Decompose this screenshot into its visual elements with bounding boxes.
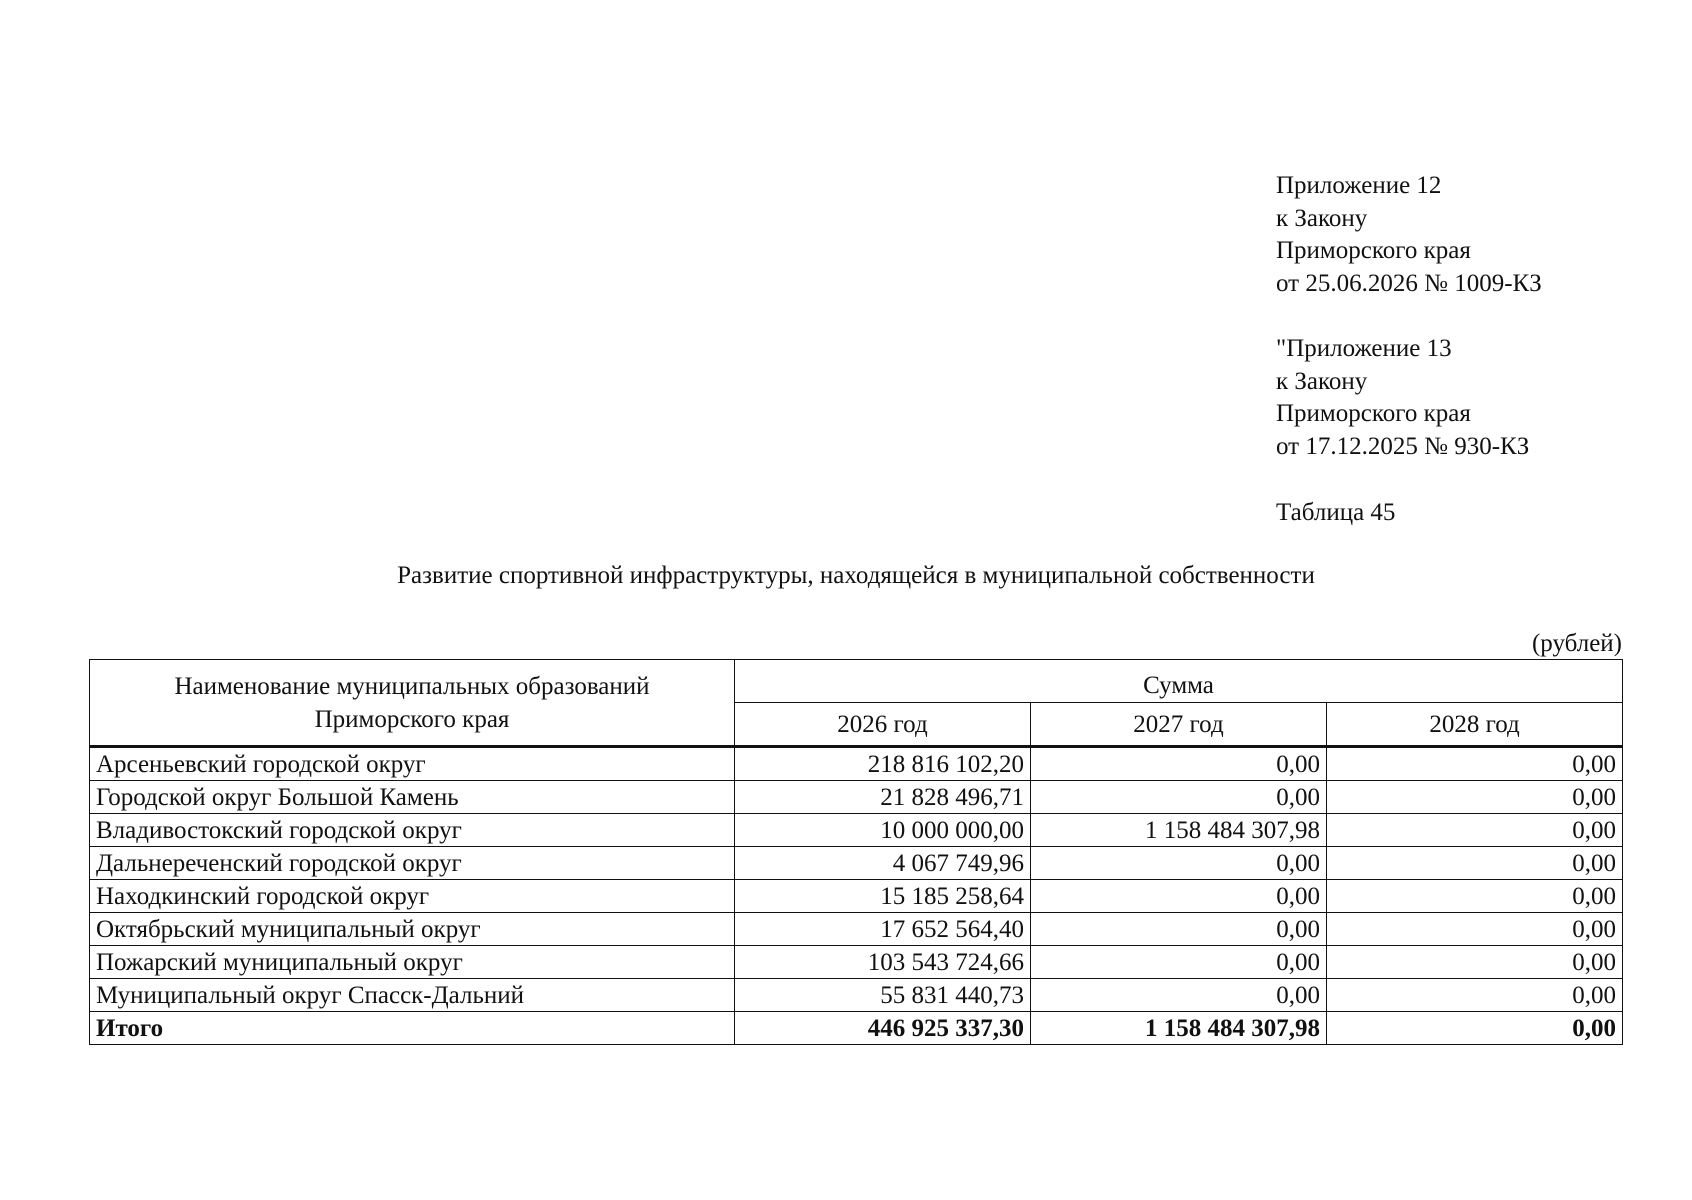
column-header-name-line2: Приморского края bbox=[314, 706, 510, 733]
row-value-2026: 10 000 000,00 bbox=[735, 814, 1031, 847]
total-value-2026: 446 925 337,30 bbox=[735, 1012, 1031, 1045]
units-label: (рублей) bbox=[1531, 630, 1622, 657]
total-value-2028: 0,00 bbox=[1327, 1012, 1623, 1045]
row-name: Арсеньевский городской округ bbox=[90, 747, 735, 781]
row-value-2027: 0,00 bbox=[1031, 913, 1327, 946]
row-value-2026: 103 543 724,66 bbox=[735, 946, 1031, 979]
row-value-2027: 0,00 bbox=[1031, 946, 1327, 979]
document-title: Развитие спортивной инфраструктуры, находящейся в муниципальной собственности bbox=[397, 562, 1315, 589]
appendix-current-line1: Приложение 12 bbox=[1276, 172, 1442, 199]
table-total-row bbox=[90, 1012, 1623, 1045]
table-row bbox=[90, 847, 1623, 880]
row-value-2026: 17 652 564,40 bbox=[735, 913, 1031, 946]
column-header-2028: 2028 год bbox=[1327, 703, 1623, 747]
row-value-2027: 1 158 484 307,98 bbox=[1031, 814, 1327, 847]
table-header-row bbox=[90, 660, 1623, 703]
table-row bbox=[90, 946, 1623, 979]
column-header-name-line1: Наименование муниципальных образований bbox=[174, 673, 650, 700]
row-name: Пожарский муниципальный округ bbox=[90, 946, 735, 979]
table-row bbox=[90, 747, 1623, 781]
row-value-2028: 0,00 bbox=[1327, 814, 1623, 847]
table-row bbox=[90, 979, 1623, 1012]
row-value-2027: 0,00 bbox=[1031, 847, 1327, 880]
appendix-current-line4: от 25.06.2026 № 1009-КЗ bbox=[1276, 269, 1542, 297]
row-value-2026: 218 816 102,20 bbox=[735, 747, 1031, 781]
column-header-2027: 2027 год bbox=[1031, 703, 1327, 747]
row-name: Находкинский городской округ bbox=[90, 880, 735, 913]
row-name: Муниципальный округ Спасск-Дальний bbox=[90, 979, 735, 1012]
appendix-current-line2: к Закону bbox=[1276, 204, 1368, 232]
total-value-2027: 1 158 484 307,98 bbox=[1031, 1012, 1327, 1045]
appendix-current-line3: Приморского края bbox=[1276, 237, 1471, 264]
row-value-2027: 0,00 bbox=[1031, 880, 1327, 913]
appendix-original-line1: "Приложение 13 bbox=[1276, 335, 1452, 362]
row-value-2028: 0,00 bbox=[1327, 847, 1623, 880]
appendix-original-block bbox=[1276, 333, 1529, 463]
column-header-name bbox=[90, 660, 735, 747]
row-value-2028: 0,00 bbox=[1327, 979, 1623, 1012]
table-number: Таблица 45 bbox=[1276, 499, 1396, 526]
row-value-2026: 15 185 258,64 bbox=[735, 880, 1031, 913]
column-header-sum: Сумма bbox=[735, 660, 1623, 703]
table-row bbox=[90, 880, 1623, 913]
appendix-original-line2: к Закону bbox=[1276, 367, 1368, 395]
column-header-2026: 2026 год bbox=[735, 703, 1031, 747]
total-label: Итого bbox=[90, 1012, 735, 1045]
row-value-2027: 0,00 bbox=[1031, 781, 1327, 814]
row-value-2028: 0,00 bbox=[1327, 880, 1623, 913]
row-name: Владивостокский городской округ bbox=[90, 814, 735, 847]
row-value-2028: 0,00 bbox=[1327, 913, 1623, 946]
row-name: Дальнереченский городской округ bbox=[90, 847, 735, 880]
row-value-2026: 55 831 440,73 bbox=[735, 979, 1031, 1012]
row-name: Октябрьский муниципальный округ bbox=[90, 913, 735, 946]
row-value-2028: 0,00 bbox=[1327, 747, 1623, 781]
budget-table bbox=[89, 659, 1623, 1045]
table-row bbox=[90, 913, 1623, 946]
row-value-2027: 0,00 bbox=[1031, 747, 1327, 781]
row-value-2026: 21 828 496,71 bbox=[735, 781, 1031, 814]
row-value-2028: 0,00 bbox=[1327, 946, 1623, 979]
appendix-original-line3: Приморского края bbox=[1276, 400, 1471, 427]
row-value-2027: 0,00 bbox=[1031, 979, 1327, 1012]
appendix-current-block bbox=[1276, 170, 1542, 300]
row-value-2028: 0,00 bbox=[1327, 781, 1623, 814]
table-row bbox=[90, 814, 1623, 847]
row-value-2026: 4 067 749,96 bbox=[735, 847, 1031, 880]
table-row bbox=[90, 781, 1623, 814]
row-name: Городской округ Большой Камень bbox=[90, 781, 735, 814]
appendix-original-line4: от 17.12.2025 № 930-КЗ bbox=[1276, 432, 1530, 460]
